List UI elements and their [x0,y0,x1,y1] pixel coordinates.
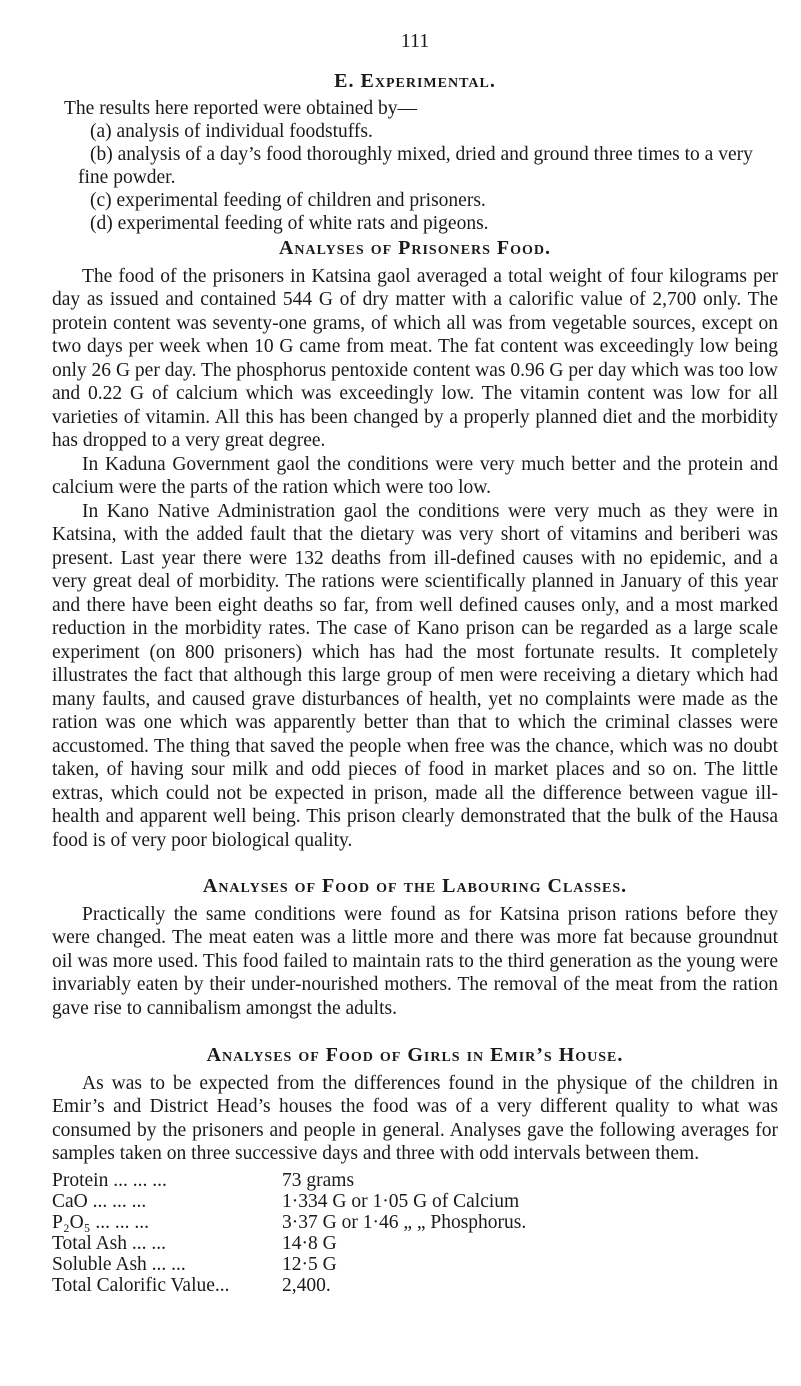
section-heading: E. Experimental. [334,70,496,92]
labouring-classes-section [52,875,778,1020]
table-row [52,1170,526,1191]
row-value: 12·5 G [282,1253,337,1275]
emirs-house-heading: Analyses of Food of Girls in Emir’s House. [206,1044,624,1066]
intro-item-a: (a) analysis of individual foodstuffs. [90,121,373,142]
table-row [52,1254,526,1275]
paragraph: Practically the same conditions were found as for Katsina prison rations before they were changed. The meat eaten was a little more and there was more fat because groundnut oil was more used. This food failed to maintain rats to the third generation as the young were invariably eaten by their under-nourished mothers. The removal of the meat from the ration gave rise to cannibalism amongst the adults. [52,903,778,1019]
row-label: CaO ... ... ... [52,1190,147,1212]
row-label: Protein ... ... ... [52,1169,167,1191]
row-label: Soluble Ash ... ... [52,1253,186,1275]
paragraph: In Kaduna Government gaol the conditions were very much better and the protein and calcium were the parts of the ration which were too low. [52,453,778,498]
intro-item-d: (d) experimental feeding of white rats and pigeons. [90,213,489,234]
row-value: 1·334 G or 1·05 G of Calcium [282,1190,520,1212]
row-label: Total Ash ... ... [52,1232,167,1254]
table-row [52,1212,526,1233]
intro-item-c: (c) experimental feeding of children and prisoners. [90,190,486,211]
table-row [52,1275,526,1296]
row-value: 3·37 G or 1·46 „ „ Phosphorus. [282,1211,527,1233]
page-number: 111 [400,30,430,52]
paragraph: In Kano Native Administration gaol the conditions were very much as they were in Katsina, with the added fault that the dietary was very short of vitamins and beriberi was present. Last year there were 132 deaths from ill-defined causes with no epidemic, and a very great deal of morbidity. The rations were scientifically planned in January of this year and there have been eight deaths so far, from well defined causes only, and a most marked reduction in the morbidity rates. The case of Kano prison can be regarded as a large scale experiment (on 800 prisoners) which has had the most fortunate results. It completely illustrates the fact that although this large group of men were receiving a dietary which had many faults, and caused grave disturbances of health, yet no complaints were made as the ration was one which was apparently better than that to which the criminal classes were accustomed. The thing that saved the people when free was the chance, which was no doubt taken, of having sour milk and odd pieces of food in market places and so on. The little extras, which could not be expected in prison, made all the difference between vague ill-health and apparent well being. This prison clearly demonstrated that the bulk of the Hausa food is of very poor biological quality. [52,500,778,851]
intro-section [52,97,778,235]
intro-item-b: (b) analysis of a day’s food thoroughly mixed, dried and ground three times to a very fine powder. [78,144,753,188]
paragraph: As was to be expected from the differences found in the physique of the children in Emir’s and District Head’s houses the food was of a very different quality to what was consumed by the prisoners and people in general. Analyses gave the following averages for samples taken on three successive days and three with odd intervals between them. [52,1072,778,1164]
table-row [52,1191,526,1212]
row-value: 14·8 G [282,1232,337,1254]
row-value: 73 grams [282,1169,355,1191]
row-label: Total Calorific Value... [52,1274,230,1296]
paragraph: The food of the prisoners in Katsina gaol averaged a total weight of four kilograms per day as issued and contained 544 G of dry matter with a calorific value of 2,700 only. The protein content was seventy-one grams, of which all was from vegetable sources, except on two days per week when 10 G came from meat. The fat content was exceedingly low being only 26 G per day. The phosphorus pentoxide content was 0.96 G per day which was too low and 0.22 G of calcium which was exceedingly low. The vitamin content was low for all varieties of vitamin. All this has been changed by a properly planned diet and the morbidity has dropped to a very great degree. [52,265,778,451]
table-row [52,1233,526,1254]
labouring-classes-heading: Analyses of Food of the Labouring Classes. [202,875,628,897]
analysis-table [52,1170,526,1296]
emirs-house-section [52,1044,778,1296]
row-value: 2,400. [282,1274,331,1296]
intro-lead: The results here reported were obtained by— [64,98,418,119]
row-label: P₂O₅ ... ... ... [52,1211,150,1233]
prisoners-food-heading: Analyses of Prisoners Food. [278,237,552,259]
prisoners-food-section [52,237,778,852]
